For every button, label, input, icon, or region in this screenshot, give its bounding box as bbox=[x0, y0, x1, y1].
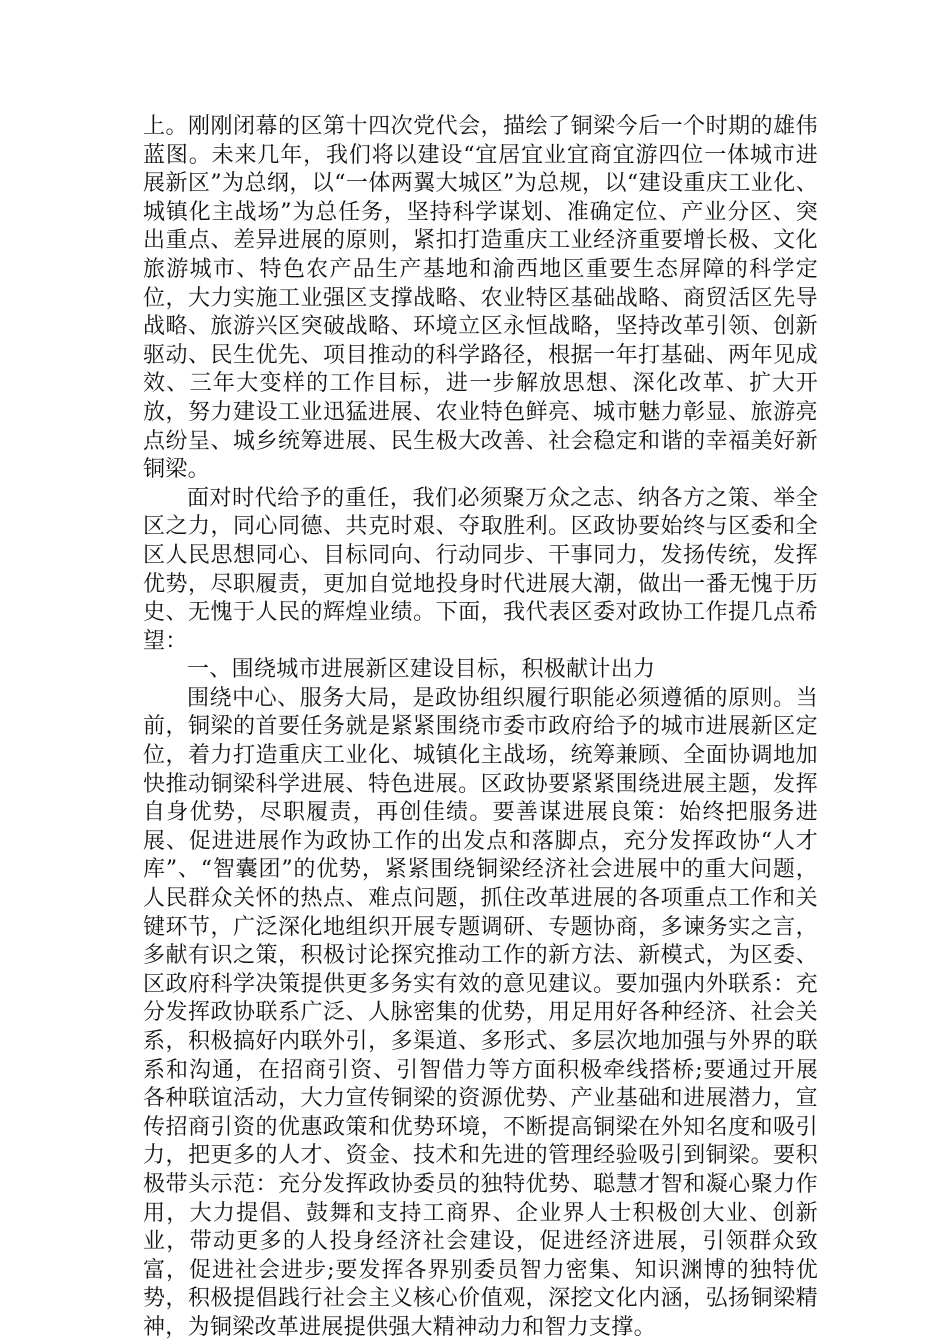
section-heading-one: 一、围绕城市进展新区建设目标，积极献计出力 bbox=[187, 657, 656, 683]
paragraph-section-one-body: 围绕中心、服务大局，是政协组织履行职能必须遵循的原则。当前，铜梁的首要任务就是紧紧围绕市委市政府给予的城市进展新区定位，着力打造重庆工业化、城镇化主战场，统筹兼顾、全面协调地加快推动铜梁科学进展、特色进展。区政协要紧紧围绕进展主题，发挥自身优势，尽职履责，再创佳绩。要善谋进展良策：始终把服务进展、促进进展作为政协工作的出发点和落脚点，充分发挥政协“人才库”、“智囊团”的优势，紧紧围绕铜梁经济社会进展中的重大问题，人民群众关怀的热点、难点问题，抓住改革进展的各项重点工作和关键环节，广泛深化地组织开展专题调研、专题协商，多谏务实之言，多献有识之策，积极讨论探究推动工作的新方法、新模式，为区委、区政府科学决策提供更多务实有效的意见建议。要加强内外联系：充分发挥政协联系广泛、人脉密集的优势，用足用好各种经济、社会关系，积极搞好内联外引，多渠道、多形式、多层次地加强与外界的联系和沟通，在招商引资、引智借力等方面积极牵线搭桥;要通过开展各种联谊活动，大力宣传铜梁的资源优势、产业基础和进展潜力，宣传招商引资的优惠政策和优势环境，不断提高铜梁在外知名度和吸引力，把更多的人才、资金、技术和先进的管理经验吸引到铜梁。要积极带头示范：充分发挥政协委员的独特优势、聪慧才智和凝心聚力作用，大力提倡、鼓舞和支持工商界、企业界人士积极创大业、创新业，带动更多的人投身经济社会建设，促进经济进展，引领群众致富，促进社会进步;要发挥各界别委员智力密集、知识渊博的独特优势，积极提倡践行社会主义核心价值观，深挖文化内涵，弘扬铜梁精神，为铜梁改革进展提供强大精神动力和智力支撑。 bbox=[143, 685, 818, 1340]
document-page bbox=[143, 113, 818, 1343]
paragraph-responsibility: 面对时代给予的重任，我们必须聚万众之志、纳各方之策、举全区之力，同心同德、共克时艰、夺取胜利。区政协要始终与区委和全区人民思想同心、目标同向、行动同步、干事同力，发扬传统，发挥优势，尽职履责，更加自觉地投身时代进展大潮，做出一番无愧于历史、无愧于人民的辉煌业绩。下面，我代表区委对政协工作提几点希望： bbox=[143, 485, 818, 654]
paragraph-continuation: 上。刚刚闭幕的区第十四次党代会，描绘了铜梁今后一个时期的雄伟蓝图。未来几年，我们将以建设“宜居宜业宜商宜游四位一体城市进展新区”为总纲，以“一体两翼大城区”为总规，以“建设重庆工业化、城镇化主战场”为总任务，坚持科学谋划、准确定位、产业分区、突出重点、差异进展的原则，紧扣打造重庆工业经济重要增长极、文化旅游城市、特色农产品生产基地和渝西地区重要生态屏障的科学定位，大力实施工业强区支撑战略、农业特区基础战略、商贸活区先导战略、旅游兴区突破战略、环境立区永恒战略，坚持改革引领、创新驱动、民生优先、项目推动的科学路径，根据一年打基础、两年见成效、三年大变样的工作目标，进一步解放思想、深化改革、扩大开放，努力建设工业迅猛进展、农业特色鲜亮、城市魅力彰显、旅游亮点纷呈、城乡统筹进展、民生极大改善、社会稳定和谐的幸福美好新铜梁。 bbox=[143, 114, 818, 483]
